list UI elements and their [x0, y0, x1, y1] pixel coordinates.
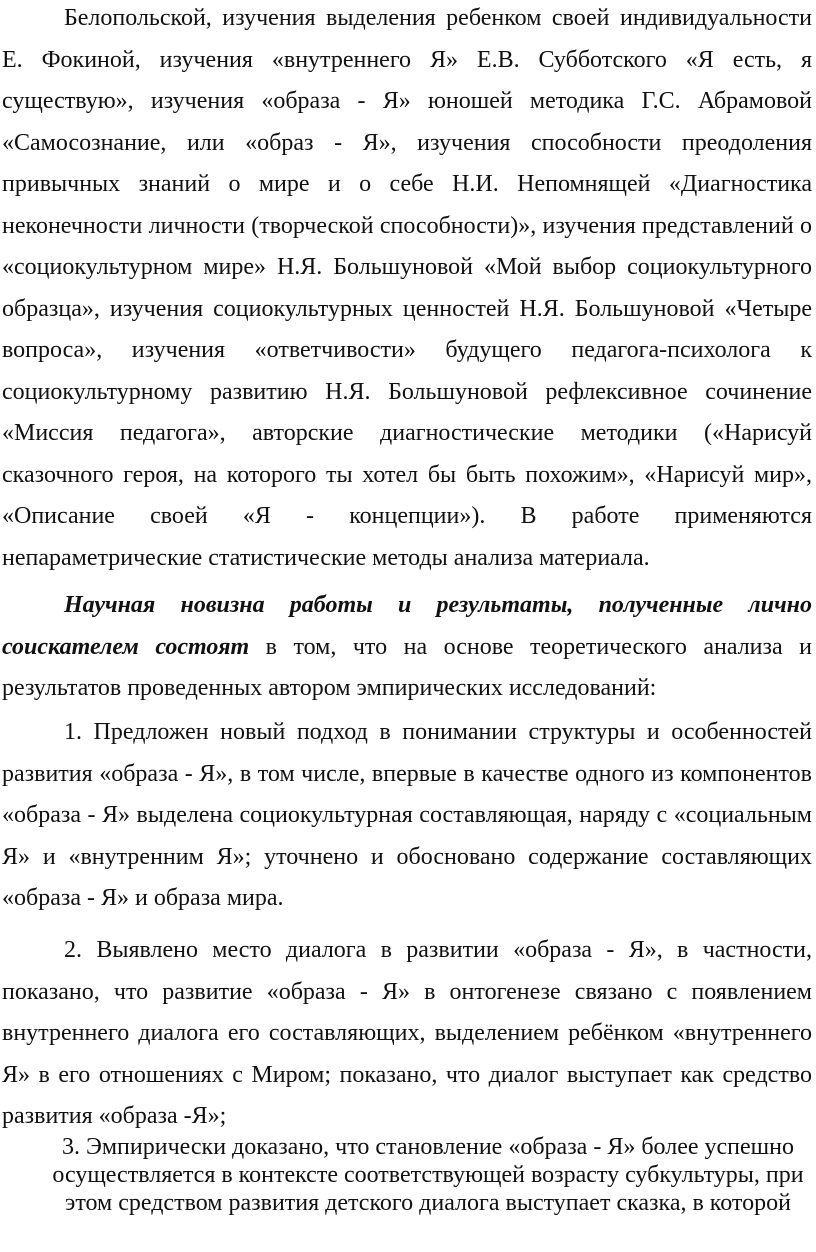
paragraph-novelty-intro: [2, 585, 812, 710]
novelty-heading-emphasis: Научная новизна работы и результаты, полученные лично соискателем состоят: [2, 592, 812, 660]
paragraph-methods: Белопольской, изучения выделения ребенком своей индивидуальности Е. Фокиной, изучения «внутреннего Я» Е.В. Субботского «Я есть, я существую», изучения «образа - Я» юношей методика Г.С. Абрамовой «Самосознание, или «образ - Я», изучения способности преодоления привычных знаний о мире и о себе Н.И. Непомнящей «Диагностика неконечности личности (творческой способности)», изучения представлений о «социокультурном мире» Н.Я. Большуновой «Мой выбор социокультурного образца», изучения социокультурных ценностей Н.Я. Большуновой «Четыре вопроса», изучения «ответчивости» будущего педагога-психолога к социокультурному развитию Н.Я. Большуновой рефлексивное сочинение «Миссия педагога», авторские диагностические методики («Нарисуй сказочного героя, на которого ты хотел бы быть похожим», «Нарисуй мир», «Описание своей «Я - концепции»). В работе применяются непараметрические статистические методы анализа материала.: [2, 5, 812, 571]
novelty-intro-text: в том, что на основе теоретического анализа и результатов проведенных автором эмпирических исследований:: [2, 633, 812, 701]
list-item-3: 3. Эмпирически доказано, что становление «образа - Я» более успешно осуществляется в контексте соответствующей возрасту субкультуры, при этом средством развития детского диалога выступает сказка, в которой: [52, 1134, 804, 1216]
list-item-2: 2. Выявлено место диалога в развитии «образа - Я», в частности, показано, что развитие «образа - Я» в онтогенезе связано с появлением внутреннего диалога его составляющих, выделением ребёнком «внутреннего Я» в его отношениях с Миром; показано, что диалог выступает как средство развития «образа -Я»;: [2, 937, 812, 1129]
list-item-1: 1. Предложен новый подход в понимании структуры и особенностей развития «образа - Я», в том числе, впервые в качестве одного из компонентов «образа - Я» выделена социокультурная составляющая, наряду с «социальным Я» и «внутренним Я»; уточнено и обосновано содержание составляющих «образа - Я» и образа мира.: [2, 719, 812, 911]
